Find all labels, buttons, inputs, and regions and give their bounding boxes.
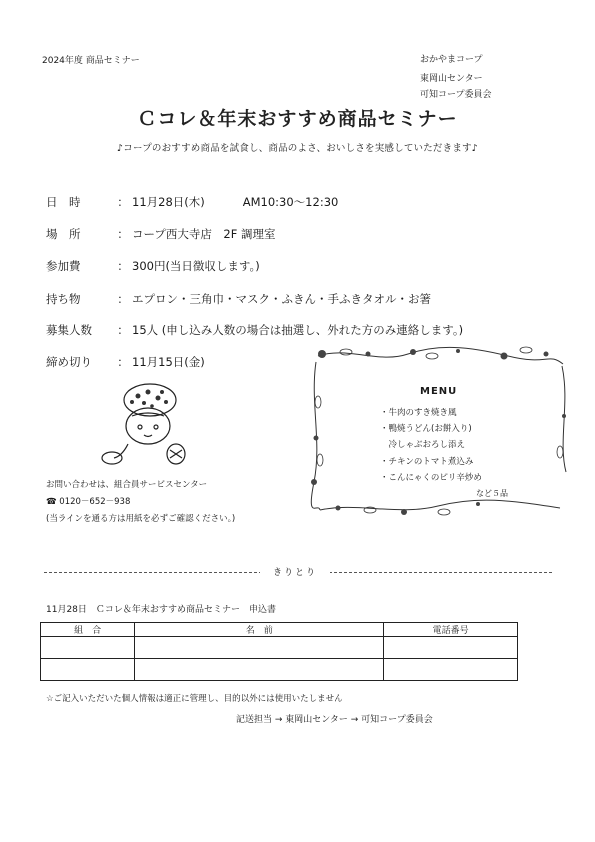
detail-label: 募集人数	[46, 323, 92, 337]
form-cell-union[interactable]	[41, 637, 135, 659]
column-header-name: 名 前	[135, 623, 384, 637]
menu-item: ・牛肉のすき焼き風	[380, 408, 457, 418]
detail-value: エプロン・三角巾・マスク・ふきん・手ふきタオル・お箸	[132, 292, 431, 306]
privacy-note: ☆ご記入いただいた個人情報は適正に管理し、目的以外には使用いたしません	[46, 694, 343, 704]
form-header-row	[41, 623, 518, 637]
menu-item: ・鴨焼うどん(お餅入り)	[380, 424, 472, 434]
contact-phone: ☎ 0120－652－938	[46, 497, 131, 507]
detail-separator: ：	[117, 292, 129, 306]
organizer-1: おかやまコープ	[420, 55, 483, 65]
detail-row-capacity	[46, 322, 463, 338]
detail-value: 11月28日(木)	[132, 195, 205, 209]
year-label: 2024年度 商品セミナー	[42, 56, 140, 66]
contact-line: お問い合わせは、組合員サービスセンター	[46, 480, 208, 490]
menu-item: ・こんにゃくのピリ辛炒め	[380, 473, 482, 483]
detail-separator: ：	[117, 227, 129, 241]
form-cell-name[interactable]	[135, 637, 384, 659]
submission-route: 記送担当 → 東岡山センター → 可知コープ委員会	[236, 715, 433, 725]
detail-row-place	[46, 226, 276, 242]
detail-separator: ：	[117, 195, 129, 209]
contact-note: (当ラインを通る方は用紙を必ずご確認ください。)	[46, 514, 236, 524]
form-cell-name[interactable]	[135, 659, 384, 681]
detail-row-datetime	[46, 194, 338, 210]
menu-item: 冷しゃぶおろし添え	[380, 440, 466, 450]
detail-label: 持ち物	[46, 292, 81, 306]
column-header-phone: 電話番号	[384, 623, 518, 637]
form-cell-union[interactable]	[41, 659, 135, 681]
detail-label: 締め切り	[46, 355, 92, 369]
column-header-union: 組 合	[41, 623, 135, 637]
detail-separator: ：	[117, 323, 129, 337]
organizer-2: 東岡山センター	[420, 74, 483, 84]
table-row	[41, 637, 518, 659]
detail-separator: ：	[117, 355, 129, 369]
application-form-table	[40, 622, 518, 681]
detail-value: 300円(当日徴収します。)	[132, 259, 260, 273]
table-row	[41, 659, 518, 681]
detail-label: 参加費	[46, 259, 81, 273]
cut-label: きりとり	[260, 565, 330, 578]
page-title: Ｃコレ＆年末おすすめ商品セミナー	[137, 108, 458, 130]
detail-value: 11月15日(金)	[132, 355, 205, 369]
detail-label: 日 時	[46, 195, 81, 209]
detail-row-fee	[46, 258, 260, 274]
menu-signature: など５品	[476, 489, 508, 498]
mascot-illustration	[92, 372, 204, 470]
detail-row-items	[46, 291, 431, 307]
detail-extra: AM10:30～12:30	[242, 195, 339, 209]
form-cell-phone[interactable]	[384, 637, 518, 659]
organizer-3: 可知コープ委員会	[420, 90, 492, 100]
form-cell-phone[interactable]	[384, 659, 518, 681]
page-subtitle: ♪コープのおすすめ商品を試食し、商品のよさ、おいしさを実感していただきます♪	[117, 143, 478, 154]
menu-item: ・チキンのトマト煮込み	[380, 457, 474, 467]
menu-title: MENU	[420, 386, 458, 397]
detail-separator: ：	[117, 259, 129, 273]
detail-value: 15人 (申し込み人数の場合は抽選し、外れた方のみ連絡します。)	[132, 323, 464, 337]
detail-row-deadline	[46, 354, 205, 370]
detail-label: 場 所	[46, 227, 81, 241]
detail-value: コープ西大寺店 2F 調理室	[132, 227, 276, 241]
form-heading: 11月28日 Ｃコレ＆年末おすすめ商品セミナー 申込書	[46, 605, 276, 615]
